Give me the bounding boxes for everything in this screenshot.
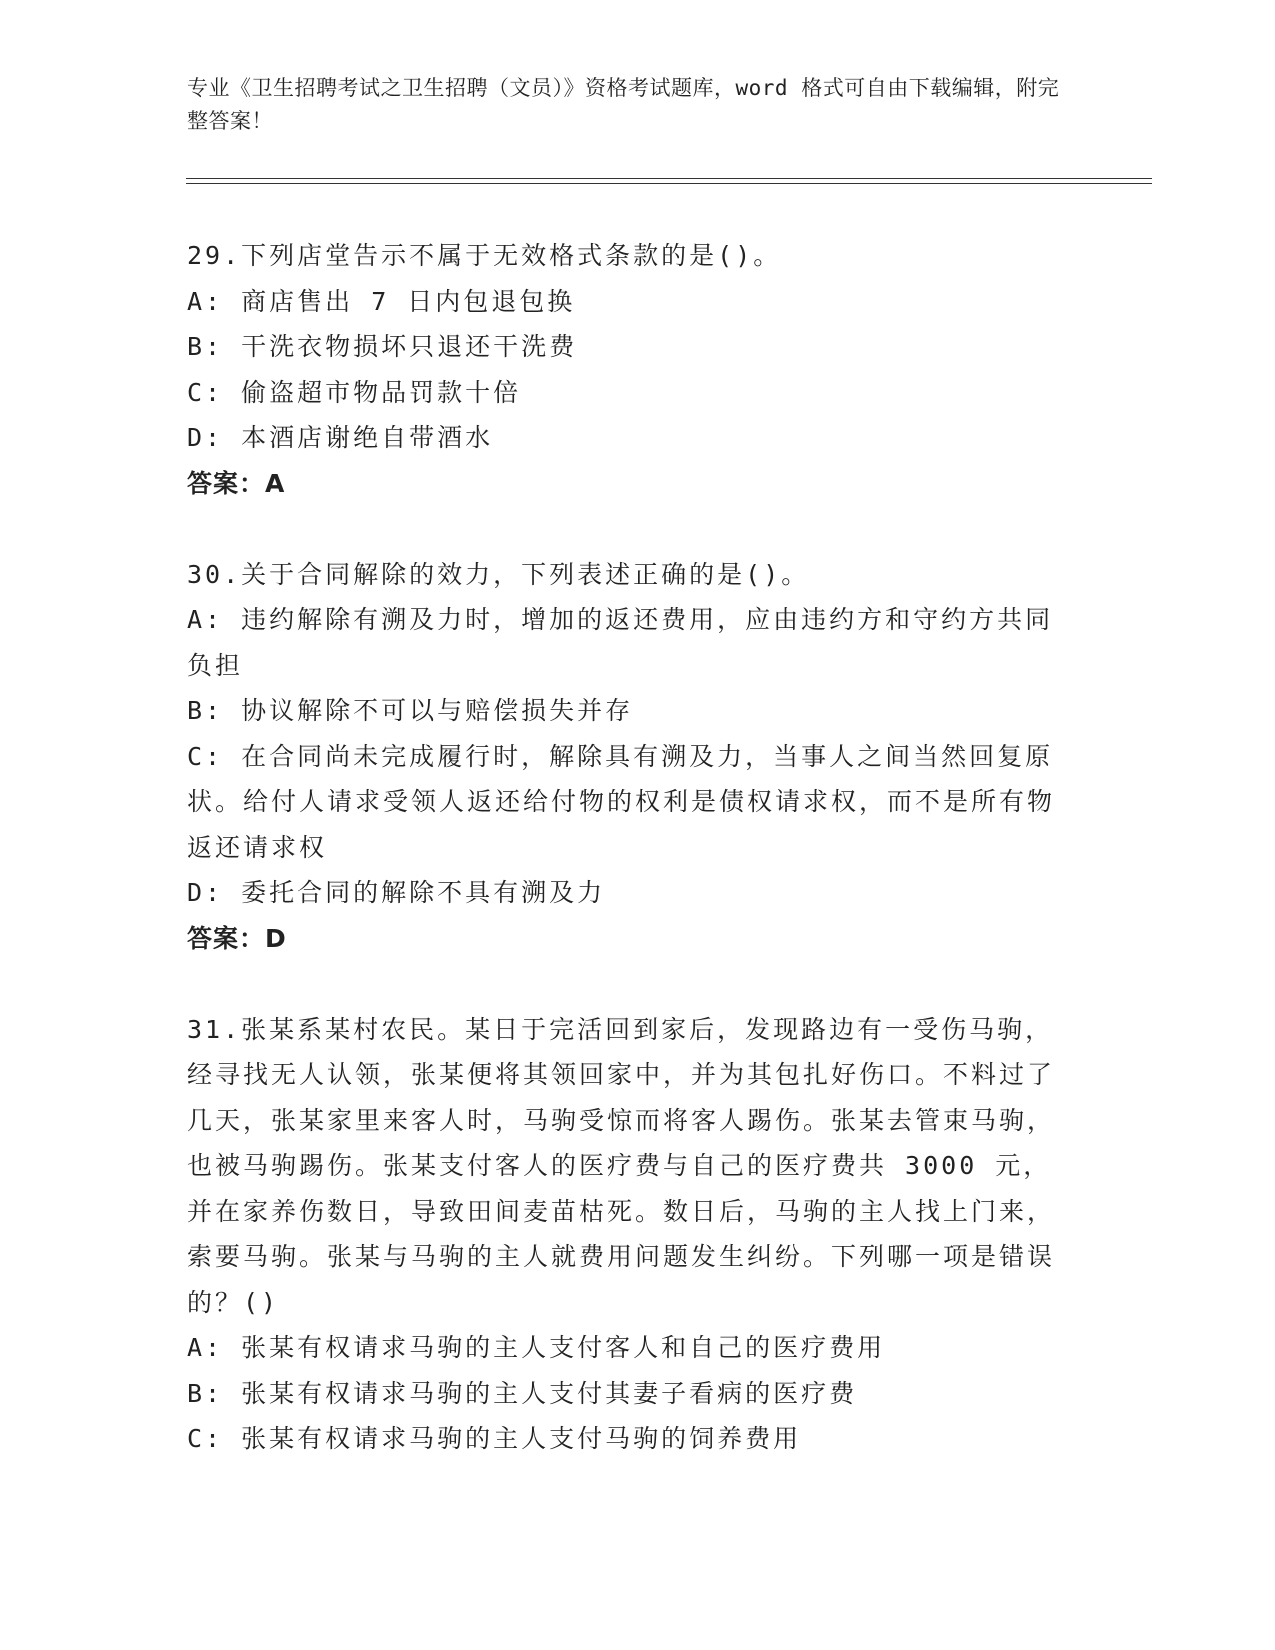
- option-c: C: 在合同尚未完成履行时，解除具有溯及力，当事人之间当然回复原状。给付人请求受领人返还给付物的权利是债权请求权，而不是所有物返还请求权: [187, 741, 1056, 862]
- option-d: D: 本酒店谢绝自带酒水: [187, 423, 494, 452]
- question-stem: 31.张某系某村农民。某日于完活回到家后，发现路边有一受伤马驹，经寻找无人认领，张某便将其领回家中，并为其包扎好伤口。不料过了几天，张某家里来客人时，马驹受惊而将客人踢伤。张某去管束马驹，也被马驹踢伤。张某支付客人的医疗费与自己的医疗费共 3000 元，并在家养伤数日，导致田间麦苗枯死。数日后，马驹的主人找上门来，索要马驹。张某与马驹的主人就费用问题发生纠纷。下列哪一项是错误的？(): [187, 1014, 1056, 1317]
- question-stem: 29.下列店堂告示不属于无效格式条款的是()。: [187, 241, 782, 270]
- option-c: C: 张某有权请求马驹的主人支付马驹的饲养费用: [187, 1424, 802, 1453]
- question-stem: 30.关于合同解除的效力，下列表述正确的是()。: [187, 559, 810, 589]
- header-rule-top: [186, 178, 1152, 179]
- option-d: D: 委托合同的解除不具有溯及力: [187, 878, 606, 907]
- option-b: B: 协议解除不可以与赔偿损失并存: [187, 696, 634, 725]
- answer-label: 答案：D: [187, 923, 287, 953]
- question-list: [187, 233, 1077, 1507]
- document-header: 专业《卫生招聘考试之卫生招聘（文员）》资格考试题库，word 格式可自由下载编辑，附完整答案！: [187, 76, 1060, 133]
- answer-label: 答案：A: [187, 468, 286, 498]
- option-c: C: 偷盗超市物品罚款十倍: [187, 377, 522, 407]
- question-29: [187, 233, 1077, 506]
- option-a: A: 商店售出 7 日内包退包换: [187, 286, 576, 316]
- option-b: B: 干洗衣物损坏只退还干洗费: [187, 332, 578, 361]
- question-31: [187, 1007, 1077, 1462]
- header-rule-bottom: [186, 183, 1152, 184]
- question-30: [187, 552, 1077, 962]
- option-b: B: 张某有权请求马驹的主人支付其妻子看病的医疗费: [187, 1378, 858, 1408]
- option-a: A: 违约解除有溯及力时，增加的返还费用，应由违约方和守约方共同负担: [187, 605, 1054, 680]
- option-a: A: 张某有权请求马驹的主人支付客人和自己的医疗费用: [187, 1333, 886, 1362]
